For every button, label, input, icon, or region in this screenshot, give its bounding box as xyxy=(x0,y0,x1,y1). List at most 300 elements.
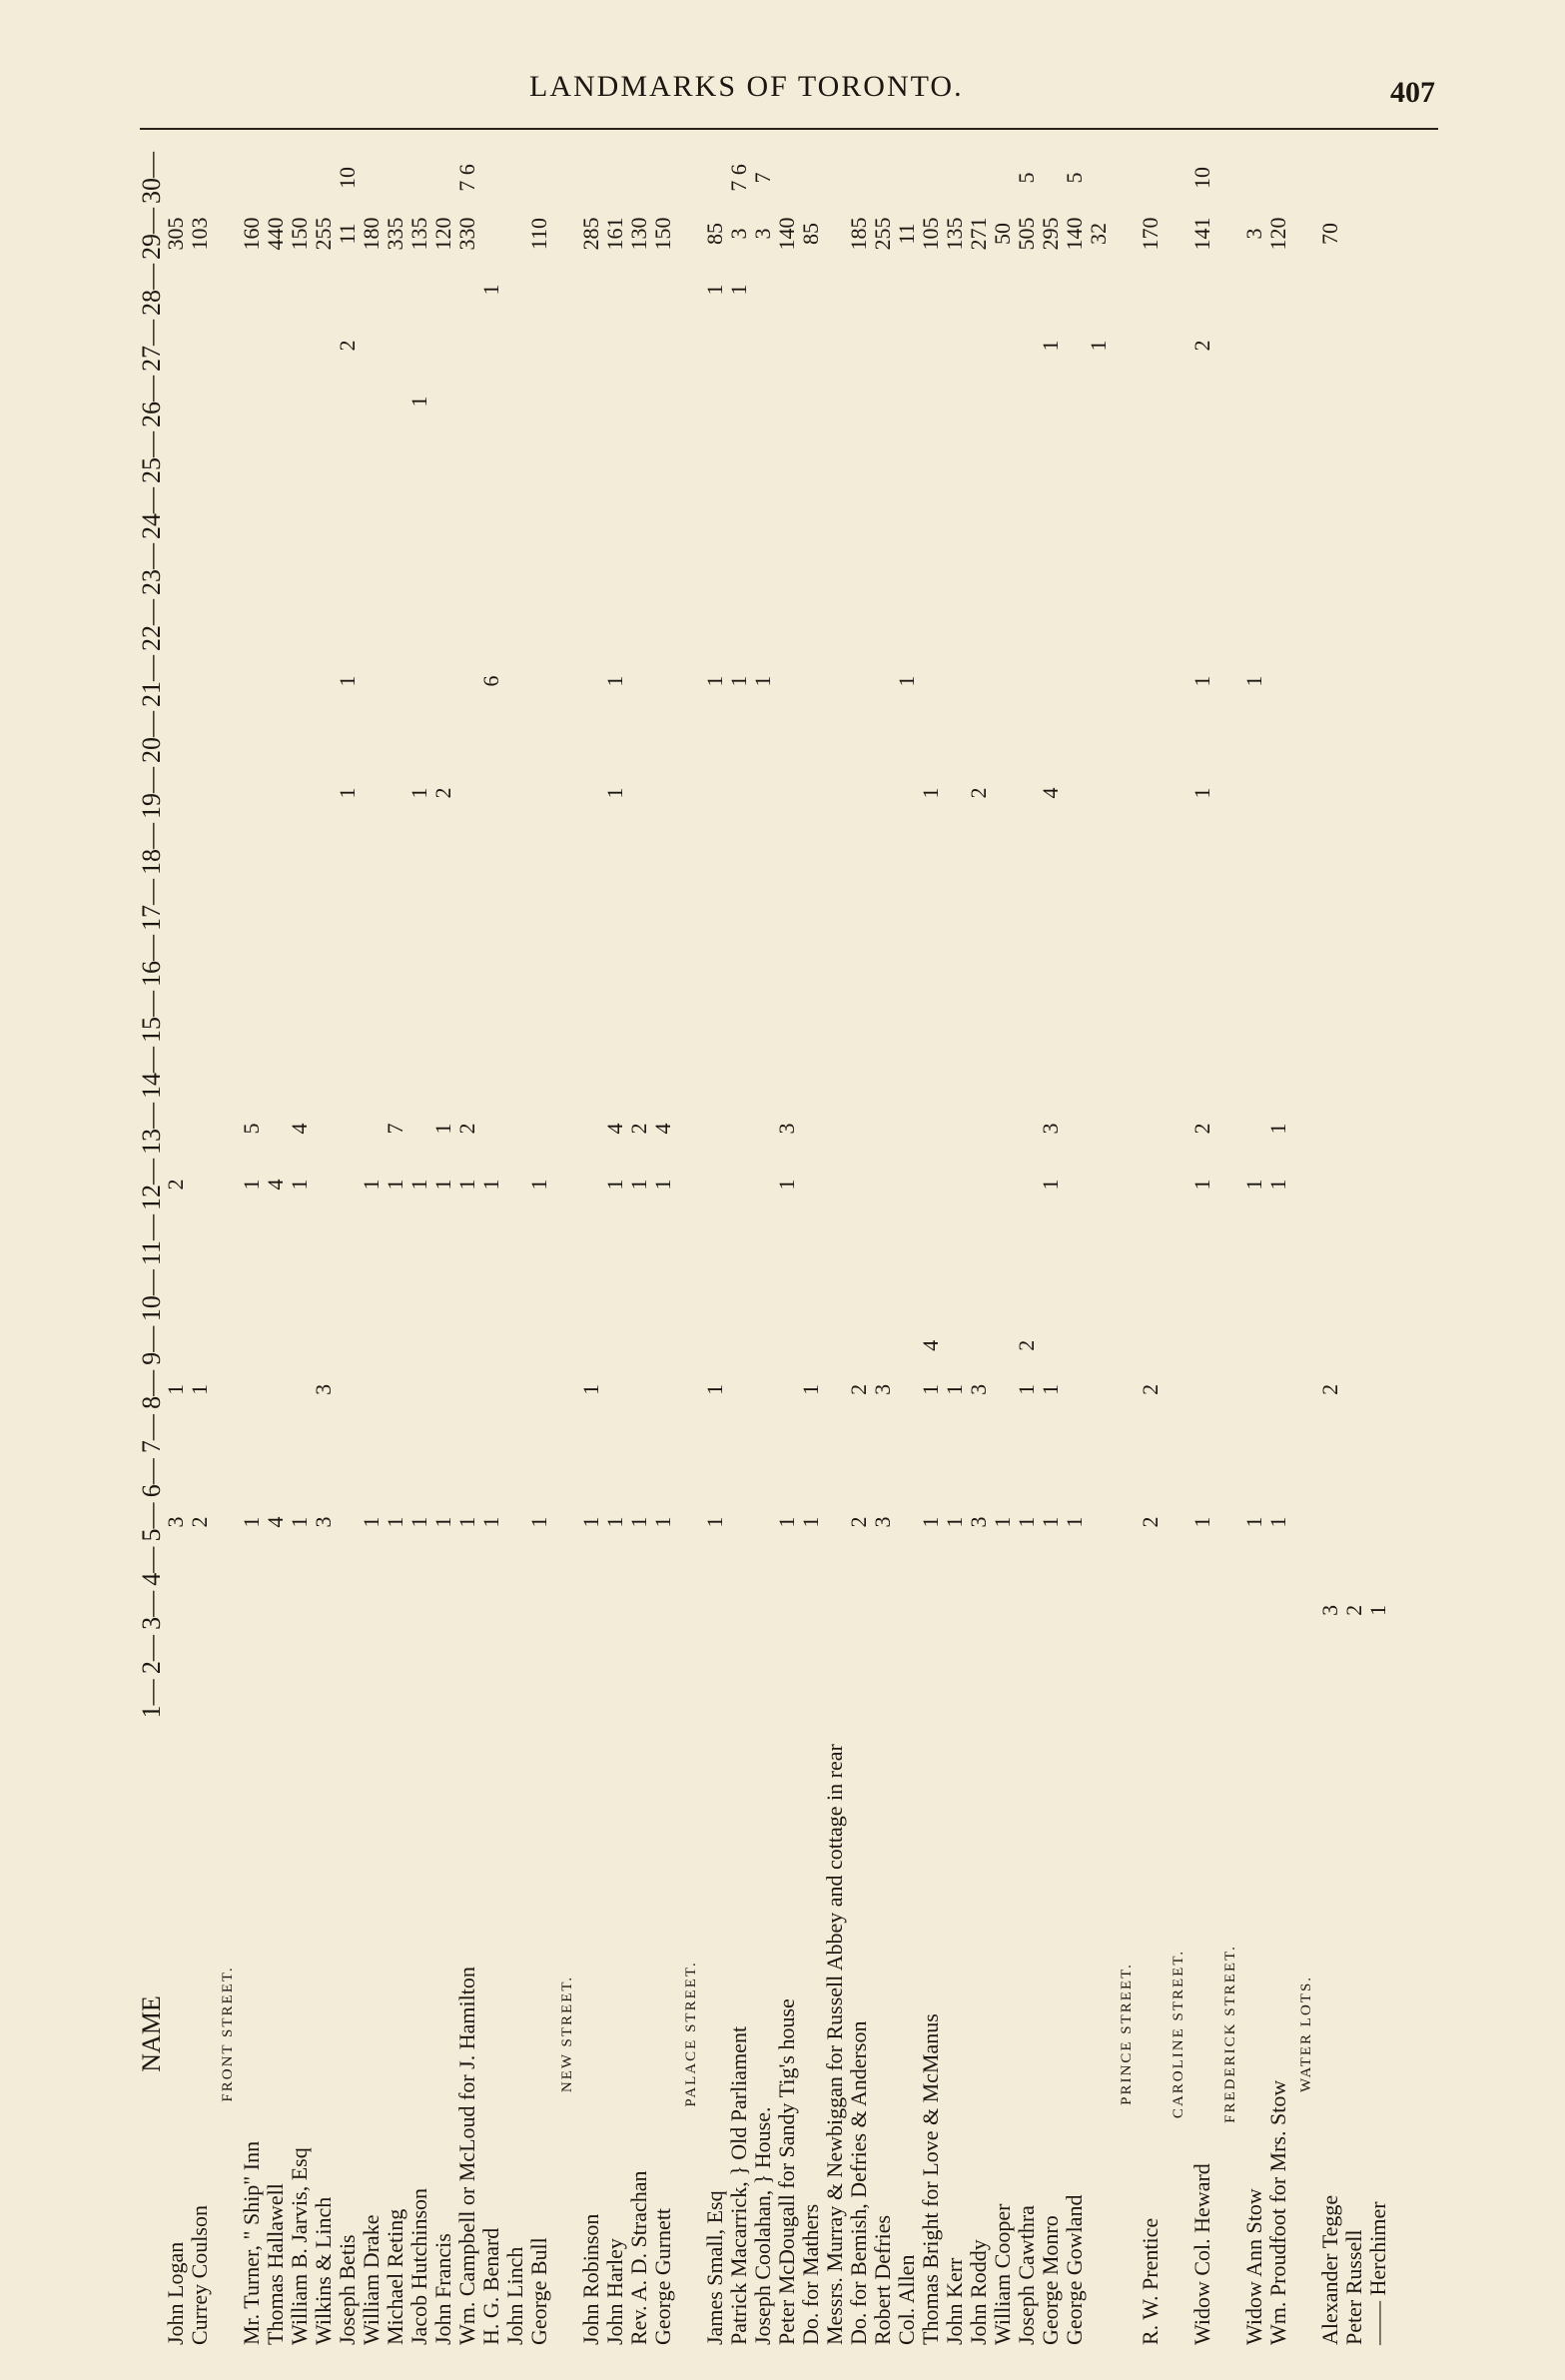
cell-col-6 xyxy=(1266,1456,1290,1500)
table-row xyxy=(527,150,551,2347)
cell-col-17 xyxy=(603,877,627,933)
cell-col-11 xyxy=(503,1212,527,1267)
cell-col-17 xyxy=(775,877,799,933)
cell-col-18 xyxy=(384,821,407,877)
cell-col-27 xyxy=(288,318,312,374)
cell-col-12 xyxy=(579,1157,603,1212)
cell-col-25 xyxy=(288,429,312,485)
cell-col-7 xyxy=(1139,1411,1163,1455)
cell-col-14 xyxy=(799,1045,823,1101)
cell-col-29: 271 xyxy=(966,217,991,251)
cell-col-18 xyxy=(703,821,727,877)
cell-col-12: 1 xyxy=(1265,1179,1290,1190)
cell-col-13: 1 xyxy=(1265,1123,1290,1135)
owner-name: Col. Allen xyxy=(894,2254,919,2345)
cell-col-1 xyxy=(336,1677,360,1721)
cell-col-7 xyxy=(164,1411,188,1455)
cell-col-27 xyxy=(967,318,991,374)
cell-col-24 xyxy=(312,485,336,541)
cell-col-28 xyxy=(527,262,551,318)
cell-col-19 xyxy=(1015,765,1039,821)
cell-col-10 xyxy=(799,1267,823,1323)
cell-col-2 xyxy=(1318,1633,1342,1677)
cell-col-5: 1 xyxy=(942,1516,967,1528)
cell-col-8: 1 xyxy=(942,1383,967,1395)
cell-col-5: 1 xyxy=(626,1516,651,1528)
column-header-8: 8— xyxy=(137,1369,166,1409)
cell-col-16 xyxy=(455,933,479,989)
owner-name: John Harley xyxy=(602,2238,627,2345)
cell-col-30: 7 6 xyxy=(454,164,479,192)
cell-col-21 xyxy=(919,653,943,709)
cell-col-15 xyxy=(895,989,919,1045)
cell-col-14 xyxy=(627,1045,651,1101)
cell-col-18 xyxy=(603,821,627,877)
cell-col-26 xyxy=(479,374,503,429)
cell-col-26 xyxy=(240,374,264,429)
street-heading-row xyxy=(551,150,579,2347)
table-row xyxy=(240,150,264,2347)
cell-col-17 xyxy=(264,877,288,933)
cell-col-25 xyxy=(1266,429,1290,485)
cell-col-30 xyxy=(703,150,727,206)
cell-col-4 xyxy=(336,1544,360,1588)
cell-col-29: 120 xyxy=(1265,217,1290,251)
cell-col-1 xyxy=(579,1677,603,1721)
cell-col-24 xyxy=(1015,485,1039,541)
cell-col-14 xyxy=(503,1045,527,1101)
cell-col-15 xyxy=(603,989,627,1045)
cell-col-14 xyxy=(1318,1045,1342,1101)
cell-col-6 xyxy=(1342,1456,1366,1500)
owner-name: Wilkins & Linch xyxy=(311,2196,336,2345)
cell-col-15 xyxy=(1318,989,1342,1045)
cell-col-21 xyxy=(991,653,1015,709)
street-heading: FREDERICK STREET. xyxy=(1222,1945,1238,2123)
cell-col-23 xyxy=(1190,541,1214,597)
cell-col-7 xyxy=(895,1411,919,1455)
cell-col-21: 1 xyxy=(750,675,775,687)
cell-col-22 xyxy=(847,597,871,653)
cell-col-28 xyxy=(1039,262,1063,318)
column-header-15: 15— xyxy=(137,991,166,1044)
cell-col-17 xyxy=(751,877,775,933)
cell-col-22 xyxy=(871,597,895,653)
cell-col-23 xyxy=(407,541,431,597)
cell-col-22 xyxy=(188,597,212,653)
cell-col-23 xyxy=(727,541,751,597)
cell-col-4 xyxy=(240,1544,264,1588)
cell-col-18 xyxy=(1087,821,1111,877)
cell-col-16 xyxy=(991,933,1015,989)
cell-col-14 xyxy=(431,1045,455,1101)
cell-col-3 xyxy=(312,1588,336,1632)
cell-col-18 xyxy=(360,821,384,877)
owner-name: Michael Reting xyxy=(383,2208,407,2345)
cell-col-25 xyxy=(919,429,943,485)
cell-col-16 xyxy=(603,933,627,989)
cell-col-14 xyxy=(871,1045,895,1101)
cell-col-30 xyxy=(527,150,551,206)
cell-col-15 xyxy=(360,989,384,1045)
cell-col-28 xyxy=(651,262,675,318)
cell-col-30 xyxy=(431,150,455,206)
cell-col-10 xyxy=(603,1267,627,1323)
cell-col-13 xyxy=(943,1101,967,1157)
cell-col-28 xyxy=(360,262,384,318)
cell-col-21: 1 xyxy=(894,675,919,687)
table-row xyxy=(751,150,775,2347)
cell-col-18 xyxy=(847,821,871,877)
column-header-21: 21— xyxy=(137,655,166,708)
cell-col-28 xyxy=(407,262,431,318)
cell-col-25 xyxy=(1366,429,1390,485)
cell-col-17 xyxy=(503,877,527,933)
cell-col-17 xyxy=(312,877,336,933)
cell-col-27: 1 xyxy=(1086,340,1111,352)
cell-col-23 xyxy=(1139,541,1163,597)
cell-col-26 xyxy=(336,374,360,429)
cell-col-10 xyxy=(871,1267,895,1323)
cell-col-17 xyxy=(384,877,407,933)
cell-col-9 xyxy=(799,1323,823,1367)
cell-col-27 xyxy=(651,318,675,374)
cell-col-29: 135 xyxy=(406,217,431,251)
cell-col-28 xyxy=(1190,262,1214,318)
cell-col-25 xyxy=(775,429,799,485)
cell-col-23 xyxy=(943,541,967,597)
cell-col-14 xyxy=(1266,1045,1290,1101)
cell-col-1 xyxy=(799,1677,823,1721)
table-row xyxy=(703,150,727,2347)
cell-col-21 xyxy=(407,653,431,709)
cell-col-26 xyxy=(164,374,188,429)
cell-col-13 xyxy=(1242,1101,1266,1157)
table-row xyxy=(727,150,751,2347)
cell-col-8 xyxy=(479,1367,503,1411)
table-row xyxy=(1063,150,1087,2347)
cell-col-20 xyxy=(455,709,479,765)
cell-col-3 xyxy=(943,1588,967,1632)
cell-col-23 xyxy=(1342,541,1366,597)
column-header-5: 5— xyxy=(137,1502,166,1542)
table-row xyxy=(895,150,919,2347)
cell-col-23 xyxy=(455,541,479,597)
cell-col-19 xyxy=(823,765,847,821)
cell-col-17 xyxy=(943,877,967,933)
cell-col-20 xyxy=(603,709,627,765)
cell-col-24 xyxy=(288,485,312,541)
cell-col-26 xyxy=(1242,374,1266,429)
cell-col-6 xyxy=(503,1456,527,1500)
owner-name: William B. Jarvis, Esq xyxy=(287,2147,312,2345)
cell-col-1 xyxy=(1039,1677,1063,1721)
cell-col-5: 1 xyxy=(1062,1516,1087,1528)
cell-col-2 xyxy=(775,1633,799,1677)
owner-name: George Gurnett xyxy=(650,2207,675,2345)
cell-col-22 xyxy=(240,597,264,653)
cell-col-27 xyxy=(579,318,603,374)
cell-col-2 xyxy=(188,1633,212,1677)
cell-col-30 xyxy=(579,150,603,206)
cell-col-20 xyxy=(264,709,288,765)
cell-col-6 xyxy=(188,1456,212,1500)
cell-col-9 xyxy=(871,1323,895,1367)
cell-col-28 xyxy=(1242,262,1266,318)
cell-col-29: 105 xyxy=(918,217,943,251)
cell-col-26 xyxy=(288,374,312,429)
cell-col-23 xyxy=(288,541,312,597)
cell-col-25 xyxy=(431,429,455,485)
cell-col-24 xyxy=(967,485,991,541)
cell-col-30 xyxy=(919,150,943,206)
column-header-19: 19— xyxy=(137,767,166,820)
owner-name: Currey Coulson xyxy=(187,2205,212,2345)
table-row xyxy=(407,150,431,2347)
cell-col-3 xyxy=(991,1588,1015,1632)
cell-col-10 xyxy=(503,1267,527,1323)
cell-col-20 xyxy=(967,709,991,765)
cell-col-2 xyxy=(527,1633,551,1677)
owner-name: Alexander Tegge xyxy=(1317,2194,1342,2345)
cell-col-4 xyxy=(312,1544,336,1588)
cell-col-14 xyxy=(991,1045,1015,1101)
cell-col-13 xyxy=(703,1101,727,1157)
cell-col-22 xyxy=(360,597,384,653)
cell-col-13 xyxy=(967,1101,991,1157)
cell-col-10 xyxy=(823,1267,847,1323)
cell-col-30 xyxy=(164,150,188,206)
cell-col-28 xyxy=(871,262,895,318)
cell-col-11 xyxy=(240,1212,264,1267)
cell-col-20 xyxy=(1242,709,1266,765)
cell-col-15 xyxy=(264,989,288,1045)
cell-col-22 xyxy=(479,597,503,653)
cell-col-21 xyxy=(799,653,823,709)
table-row xyxy=(1242,150,1266,2347)
cell-col-23 xyxy=(919,541,943,597)
cell-col-21 xyxy=(1063,653,1087,709)
cell-col-16 xyxy=(823,933,847,989)
cell-col-24 xyxy=(895,485,919,541)
cell-col-12 xyxy=(336,1157,360,1212)
cell-col-24 xyxy=(775,485,799,541)
cell-col-2 xyxy=(651,1633,675,1677)
cell-col-5 xyxy=(503,1500,527,1544)
cell-col-24 xyxy=(991,485,1015,541)
cell-col-1 xyxy=(727,1677,751,1721)
cell-col-22 xyxy=(579,597,603,653)
cell-col-21 xyxy=(164,653,188,709)
owner-name: Do. for Bemish, Defries & Anderson xyxy=(846,2020,871,2345)
cell-col-9 xyxy=(627,1323,651,1367)
cell-col-13: 2 xyxy=(1189,1123,1214,1135)
table-row xyxy=(503,150,527,2347)
cell-col-13 xyxy=(188,1101,212,1157)
cell-col-20 xyxy=(871,709,895,765)
owner-name: Robert Defries xyxy=(870,2214,895,2345)
cell-col-11 xyxy=(407,1212,431,1267)
table-row xyxy=(384,150,407,2347)
cell-col-25 xyxy=(164,429,188,485)
cell-col-25 xyxy=(1015,429,1039,485)
cell-col-14 xyxy=(1366,1045,1390,1101)
cell-col-19 xyxy=(1366,765,1390,821)
cell-col-18 xyxy=(312,821,336,877)
cell-col-19 xyxy=(651,765,675,821)
cell-col-3 xyxy=(1139,1588,1163,1632)
cell-col-26 xyxy=(1063,374,1087,429)
cell-col-30 xyxy=(895,150,919,206)
cell-col-3 xyxy=(775,1588,799,1632)
cell-col-1 xyxy=(1015,1677,1039,1721)
owner-name: Thomas Bright for Love & McManus xyxy=(918,2013,943,2345)
cell-col-14 xyxy=(1342,1045,1366,1101)
cell-col-25 xyxy=(240,429,264,485)
cell-col-19 xyxy=(895,765,919,821)
cell-col-28 xyxy=(919,262,943,318)
cell-col-16 xyxy=(847,933,871,989)
cell-col-8: 2 xyxy=(846,1383,871,1395)
cell-col-28 xyxy=(455,262,479,318)
cell-col-7 xyxy=(627,1411,651,1455)
cell-col-26 xyxy=(1190,374,1214,429)
cell-col-2 xyxy=(943,1633,967,1677)
cell-col-7 xyxy=(871,1411,895,1455)
cell-col-19 xyxy=(1139,765,1163,821)
cell-col-5: 2 xyxy=(1138,1516,1163,1528)
cell-col-9 xyxy=(503,1323,527,1367)
cell-col-14 xyxy=(288,1045,312,1101)
cell-col-10 xyxy=(1342,1267,1366,1323)
cell-col-11 xyxy=(312,1212,336,1267)
cell-col-13 xyxy=(264,1101,288,1157)
cell-col-2 xyxy=(1366,1633,1390,1677)
table-row xyxy=(823,150,847,2347)
cell-col-27 xyxy=(751,318,775,374)
cell-col-4 xyxy=(288,1544,312,1588)
cell-col-29: 295 xyxy=(1038,217,1063,251)
cell-col-16 xyxy=(288,933,312,989)
cell-col-18 xyxy=(627,821,651,877)
cell-col-28 xyxy=(164,262,188,318)
cell-col-23 xyxy=(1039,541,1063,597)
cell-col-17 xyxy=(579,877,603,933)
cell-col-2 xyxy=(384,1633,407,1677)
cell-col-23 xyxy=(751,541,775,597)
cell-col-15 xyxy=(871,989,895,1045)
cell-col-14 xyxy=(751,1045,775,1101)
cell-col-6 xyxy=(871,1456,895,1500)
cell-col-24 xyxy=(579,485,603,541)
cell-col-12: 1 xyxy=(1189,1179,1214,1190)
table-row xyxy=(627,150,651,2347)
cell-col-29 xyxy=(503,206,527,262)
cell-col-8 xyxy=(288,1367,312,1411)
cell-col-22 xyxy=(943,597,967,653)
cell-col-22 xyxy=(919,597,943,653)
cell-col-16 xyxy=(164,933,188,989)
cell-col-25 xyxy=(895,429,919,485)
cell-col-20 xyxy=(1039,709,1063,765)
cell-col-10 xyxy=(579,1267,603,1323)
cell-col-27 xyxy=(1318,318,1342,374)
cell-col-11 xyxy=(579,1212,603,1267)
cell-col-11 xyxy=(527,1212,551,1267)
cell-col-21 xyxy=(455,653,479,709)
cell-col-11 xyxy=(360,1212,384,1267)
cell-col-6 xyxy=(1366,1456,1390,1500)
cell-col-15 xyxy=(1087,989,1111,1045)
cell-col-15 xyxy=(384,989,407,1045)
cell-col-6 xyxy=(1039,1456,1063,1500)
table-row xyxy=(579,150,603,2347)
cell-col-7 xyxy=(775,1411,799,1455)
column-header-24: 24— xyxy=(137,487,166,540)
cell-col-7 xyxy=(1087,1411,1111,1455)
cell-col-11 xyxy=(651,1212,675,1267)
cell-col-8 xyxy=(336,1367,360,1411)
column-header-20: 20— xyxy=(137,711,166,764)
cell-col-29: 11 xyxy=(335,223,360,245)
cell-col-6 xyxy=(1063,1456,1087,1500)
cell-col-10 xyxy=(847,1267,871,1323)
cell-col-28 xyxy=(1063,262,1087,318)
cell-col-24 xyxy=(823,485,847,541)
cell-col-22 xyxy=(1366,597,1390,653)
cell-col-27 xyxy=(847,318,871,374)
cell-col-1 xyxy=(360,1677,384,1721)
cell-col-3 xyxy=(431,1588,455,1632)
cell-col-8: 1 xyxy=(918,1383,943,1395)
cell-col-25 xyxy=(455,429,479,485)
cell-col-2 xyxy=(264,1633,288,1677)
cell-col-21 xyxy=(431,653,455,709)
cell-col-11 xyxy=(1015,1212,1039,1267)
cell-col-22 xyxy=(1139,597,1163,653)
cell-col-4 xyxy=(991,1544,1015,1588)
cell-col-13: 3 xyxy=(1038,1123,1063,1135)
cell-col-2 xyxy=(360,1633,384,1677)
cell-col-24 xyxy=(1242,485,1266,541)
cell-col-9 xyxy=(895,1323,919,1367)
cell-col-21 xyxy=(1318,653,1342,709)
cell-col-28 xyxy=(1087,262,1111,318)
cell-col-22 xyxy=(727,597,751,653)
cell-col-11 xyxy=(847,1212,871,1267)
cell-col-6 xyxy=(312,1456,336,1500)
cell-col-11 xyxy=(1039,1212,1063,1267)
cell-col-16 xyxy=(651,933,675,989)
cell-col-28 xyxy=(847,262,871,318)
cell-col-30 xyxy=(407,150,431,206)
cell-col-9: 4 xyxy=(918,1339,943,1351)
cell-col-30: 7 xyxy=(750,172,775,184)
cell-col-18 xyxy=(407,821,431,877)
cell-col-1 xyxy=(603,1677,627,1721)
cell-col-15 xyxy=(1190,989,1214,1045)
cell-col-20 xyxy=(360,709,384,765)
cell-col-4 xyxy=(1087,1544,1111,1588)
cell-col-11 xyxy=(799,1212,823,1267)
cell-col-3: 3 xyxy=(1317,1604,1342,1616)
cell-col-30 xyxy=(360,150,384,206)
cell-col-3 xyxy=(455,1588,479,1632)
cell-col-10 xyxy=(703,1267,727,1323)
cell-col-10 xyxy=(455,1267,479,1323)
cell-col-4 xyxy=(1039,1544,1063,1588)
cell-col-3 xyxy=(288,1588,312,1632)
